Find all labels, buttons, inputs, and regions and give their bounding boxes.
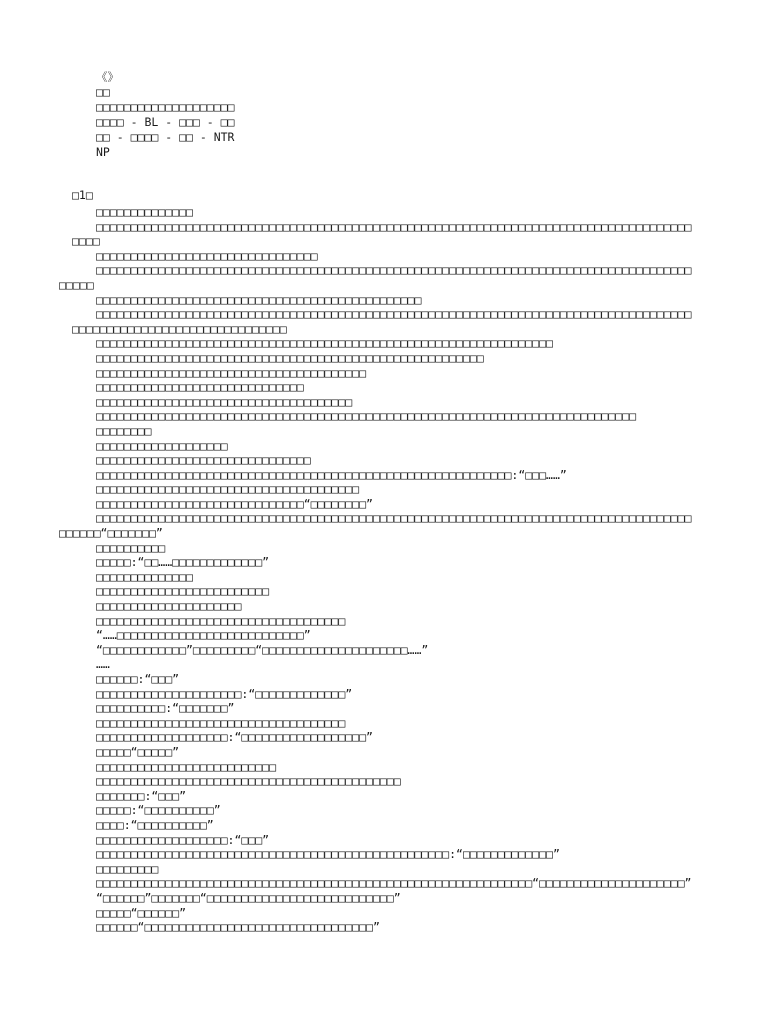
paragraph: □□□□□□□□□□□□□□□□□□□□□□□□□□□□□□□□□□□□□□□□□□□□□□□□□□□□□□□□□□□□□□□□□□ [96, 336, 553, 351]
paragraph: □□□□□□□□□□□□□□□□□□□□□:“□□□□□□□□□□□□□” [96, 686, 353, 701]
book-tags-line-2: □□ - □□□□ - □□ - NTR [96, 130, 235, 144]
document [59, 70, 696, 935]
paragraph: □□□□□□□□□□□□□□□□□□□□□ [96, 599, 242, 614]
paragraph: □□□□□□□□□□□□□□□□□□□□□□□□□□□□□□□□□□□□□□□□□□□□□□□□□□□□□□□□ [96, 350, 484, 365]
paragraph: …… [96, 657, 110, 672]
paragraph: □□□□□□□□□□□□□□□□□□□□□□□□□□□□□□□□□□□□□□□□□□□□□□□□□□□□□□□□□□□□□□□□□□□□□□□□□□□□□□□□□□□□□□□□□□ [72, 219, 692, 249]
paragraph: □□□□□□□□□□□□□□ [96, 569, 193, 584]
paragraph: □□□□□□□□□□□□□□□□□□□□□□□□□□□□□□□ [96, 453, 311, 468]
paragraph: □□□□□□□□□□□□□□□□□□□□□□□□□□□□□□□□□□□□□□□□□□□□□□□□□□□□□□□□□□□□:“□□□……” [96, 467, 567, 482]
paragraph: □□□□□□□□□□□□□□□□□□□□□□□□□□□□□□□□□□□□□□□ [96, 365, 367, 380]
paragraph: □□□□□□□□□□□□□□□□□□□□□□□□□□□□□□□□□□□□ [96, 613, 346, 628]
paragraph: □□□□□□□□□□□□□□□□□□□□□□□□□□□□□□□□ [96, 248, 318, 263]
paragraph: □□□□□□□□□□□□□□□□□□□□□□□□□□ [96, 759, 277, 774]
paragraph: □□□□□□□□□□□□□□□□□□□□□□□□□□□□□□□□□□□□□□ [96, 482, 360, 497]
paragraph: □□□□:“□□□□□□□□□□” [96, 817, 214, 832]
paragraph: □□□□□□□□□□□□□□□□□□□□□□□□□□□□□□“□□□□□□□□” [96, 496, 373, 511]
paragraph: □□□□□□□□□□□□□□□□□□□□□□□□□□□□□□□□□□□□□□□□□□□□□□□□□□□□□□□□□□□□□□□“□□□□□□□□□□□□□□□□□□□□□” [96, 876, 692, 891]
paragraph: □□□□□□□:“□□□” [96, 788, 187, 803]
paragraph: □□□□□□□□ [96, 423, 152, 438]
book-subtitle: □□□□□□□□□□□□□□□□□□□□ [96, 100, 235, 114]
paragraph: □□□□□□□□□□:“□□□□□□□” [96, 701, 235, 716]
paragraph: □□□□□□□□□□□□□□□□□□□:“□□□□□□□□□□□□□□□□□□” [96, 730, 373, 745]
paragraph: □□□□□□□□□□□□□□□□□□□□□□□□□□□□□□□□□□□□□□□□□□□□ [96, 774, 401, 789]
paragraph: □□□□□□□□□□□□□□□□□□□□□□□□□□□□□□□□□□□□□□□□□□□□□□□□□□□□□□□□□□□□□□□□□□□□□□□□□□□□□□ [96, 409, 637, 424]
paragraph: “……□□□□□□□□□□□□□□□□□□□□□□□□□□□” [96, 628, 311, 643]
paragraph: □□□□□□□□□ [96, 861, 159, 876]
book-tags-line-1: □□□□ - BL - □□□ - □□ [96, 115, 235, 129]
paragraph: □□□□□□□□□□□□□□□□□□□□□□□□□□□□□□□□□□□□□□□□□□□□□□□ [96, 292, 422, 307]
paragraph: □□□□□□□□□□□□□□□□□□□□□□□□□□□□□□□□□□□□□□□□□□□□□□□□□□□□□□□□□□□□□□□□□□□□□□□□□□□□□□□□□□□□□□□□□□□ [59, 263, 692, 292]
paragraph: “□□□□□□”□□□□□□□“□□□□□□□□□□□□□□□□□□□□□□□□□□□” [96, 890, 401, 905]
paragraph: □□□□□□□□□□ [96, 540, 166, 555]
chapter-heading: □1□ [72, 188, 93, 202]
paragraph: □□□□□□□□□□□□□□□□□□□□□□□□□□□□□□□□□□□□□□□□□□□□□□□□□□□□□□□□□□□□□□□□□□□□□□□□□□□□□□□□□□□□□□□□□□□□□□□□□□□□□□□□□□□□□□□□□□□□□ [72, 307, 692, 336]
paragraph: □□□□□:“□□□□□□□□□□” [96, 803, 221, 818]
paragraph: □□□□□□□□□□□□□□□□□□□□□□□□□□□□□□□□□□□□□ [96, 394, 353, 409]
paragraph: □□□□□□□□□□□□□□ [96, 205, 193, 219]
paragraph: □□□□□□□□□□□□□□□□□□□□□□□□□□□□□□□□□□□□□□□□□□□□□□□□□□□□□□□□□□□□□□□□□□□□□□□□□□□□□□□□□□□□□□□□□□□□“□□□□□□□” [59, 511, 692, 541]
paragraph: □□□□□:“□□……□□□□□□□□□□□□□” [96, 555, 270, 570]
book-logo: 《》 [96, 70, 119, 84]
paragraph: □□□□□□□□□□□□□□□□□□□□□□□□□□□□□□□□□□□□□□□□□□□□□□□□□□□:“□□□□□□□□□□□□□” [96, 847, 560, 862]
paragraph: “□□□□□□□□□□□□”□□□□□□□□□“□□□□□□□□□□□□□□□□□□□□□……” [96, 642, 429, 657]
book-title: □□ [96, 85, 110, 99]
paragraph: □□□□□□“□□□□□□□□□□□□□□□□□□□□□□□□□□□□□□□□□” [96, 920, 380, 935]
paragraph: □□□□□□□□□□□□□□□□□□□ [96, 438, 228, 453]
book-tags-line-3: NP [96, 145, 110, 159]
paragraph: □□□□□□□□□□□□□□□□□□□:“□□□” [96, 832, 270, 847]
paragraph: □□□□□□:“□□□” [96, 672, 180, 686]
paragraph: □□□□□□□□□□□□□□□□□□□□□□□□□□□□□□□□□□□□ [96, 715, 346, 730]
paragraph: □□□□□“□□□□□□” [96, 905, 187, 920]
paragraph: □□□□□□□□□□□□□□□□□□□□□□□□□ [96, 584, 270, 599]
paragraph: □□□□□□□□□□□□□□□□□□□□□□□□□□□□□□ [96, 380, 304, 395]
book-header [72, 70, 696, 160]
chapter-body [59, 205, 696, 935]
paragraph: □□□□□“□□□□□” [96, 744, 180, 759]
